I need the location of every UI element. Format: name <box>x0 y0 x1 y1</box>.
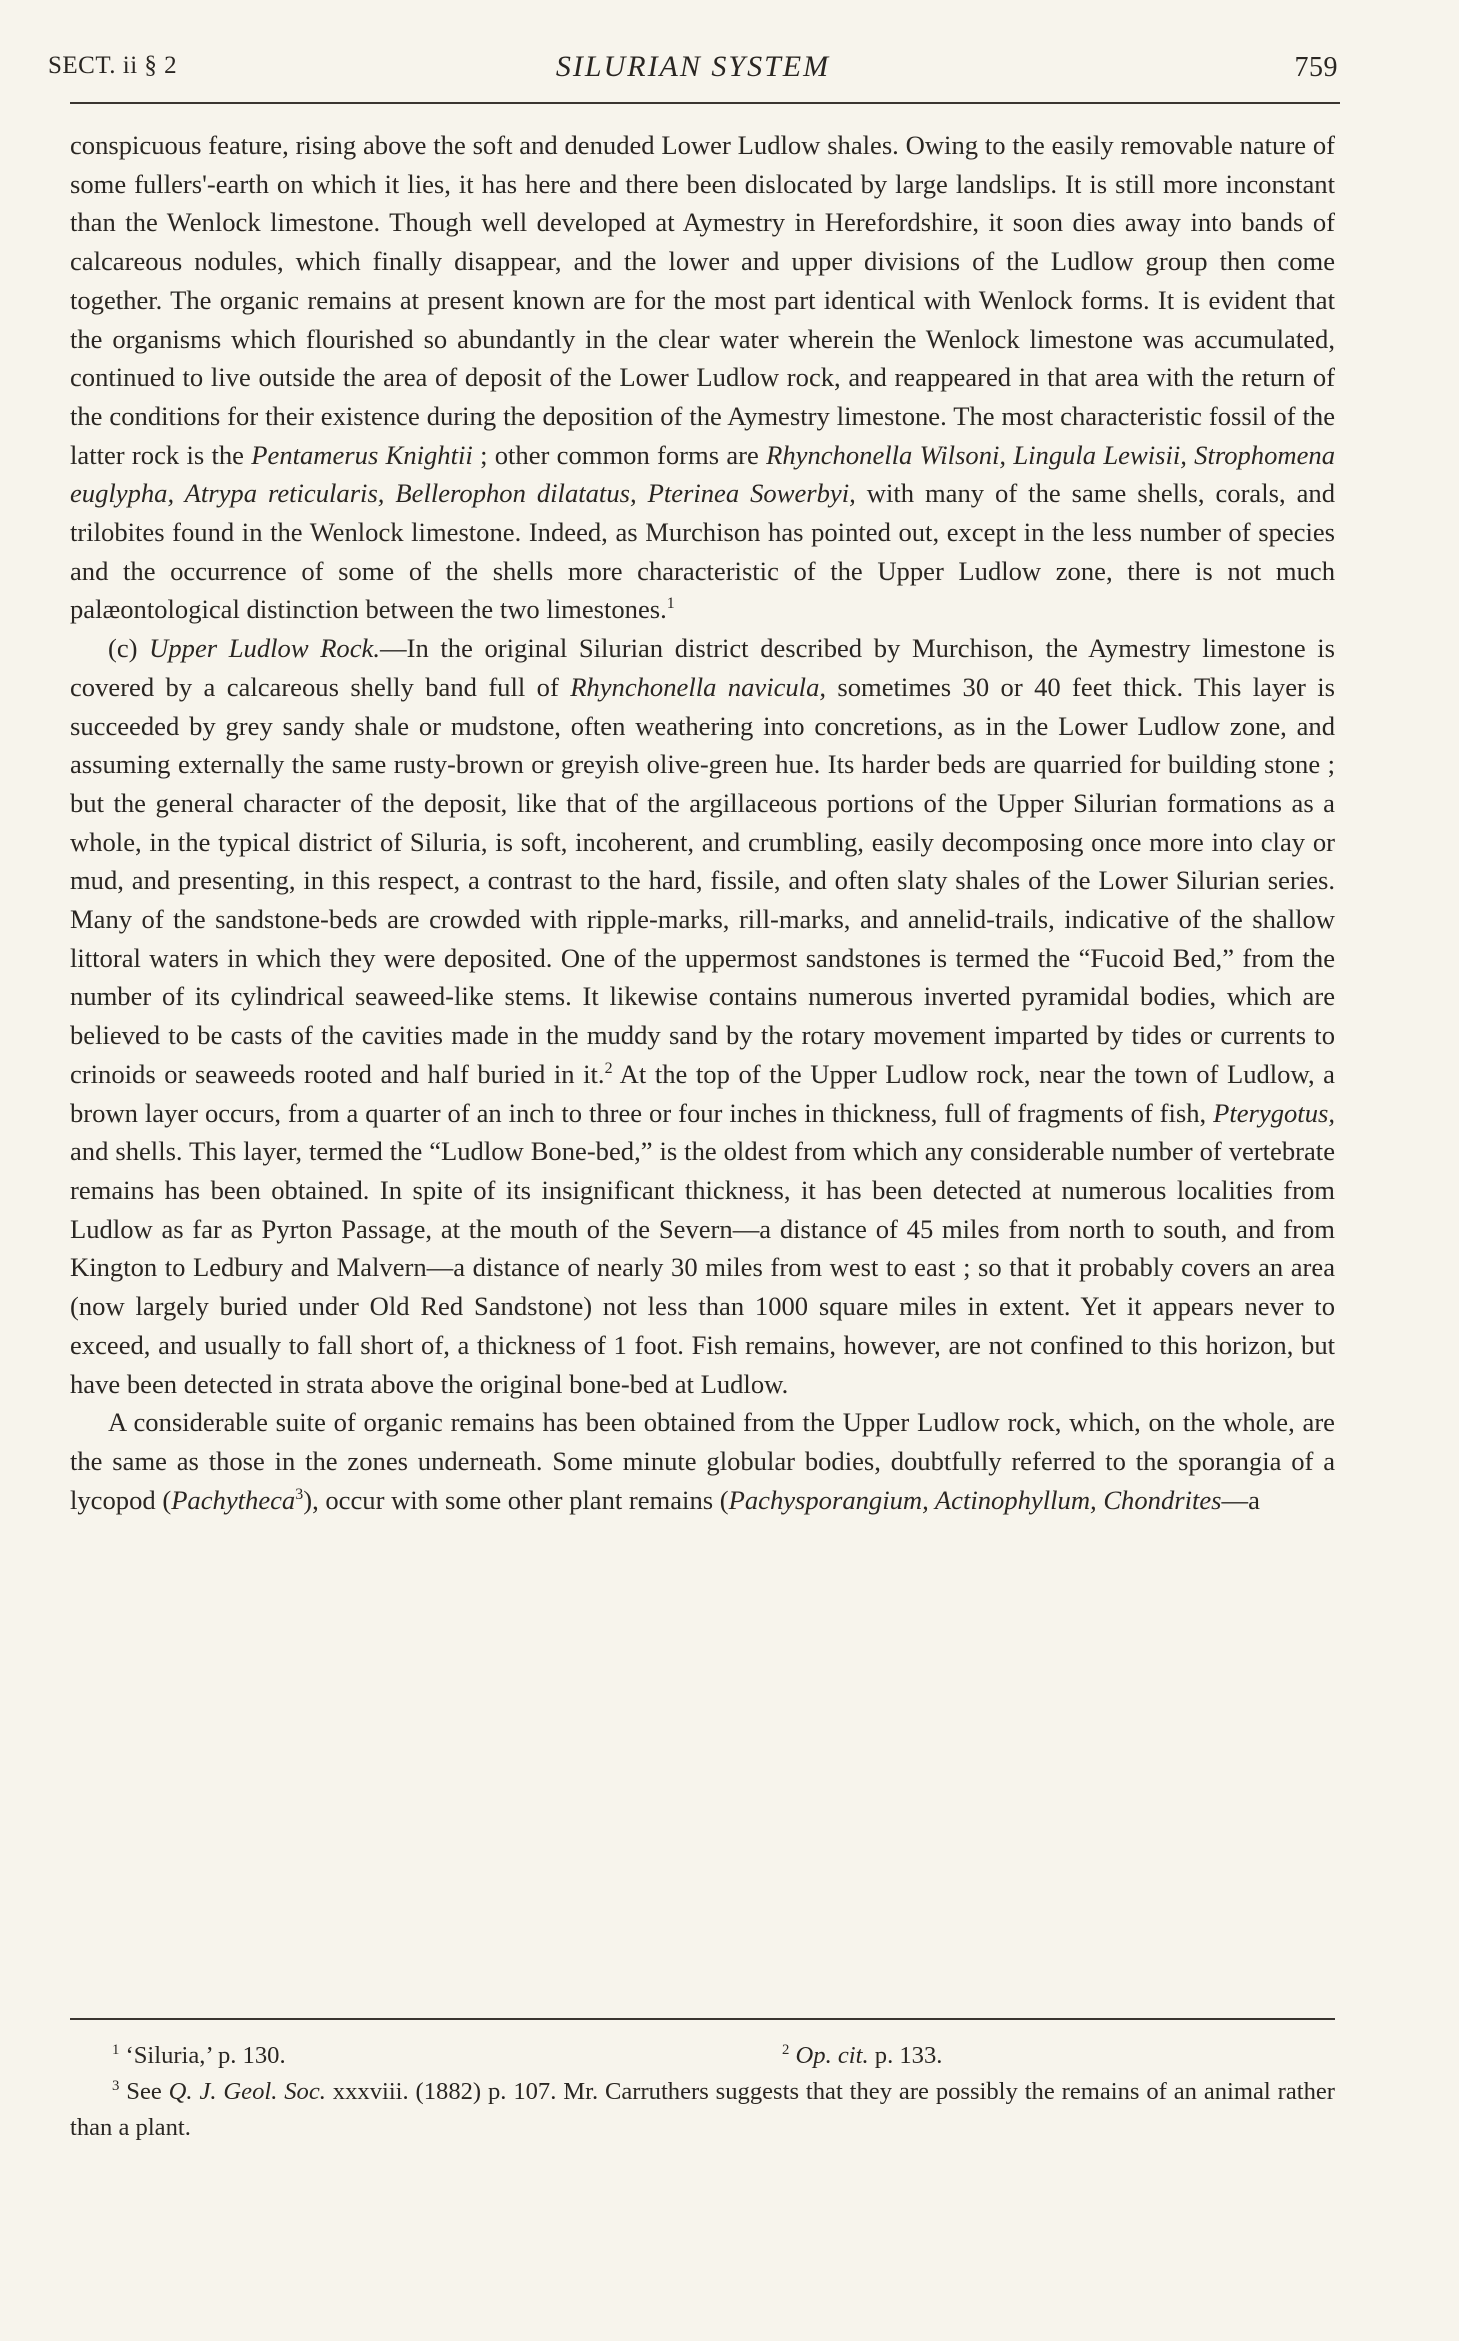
header-rule <box>70 102 1340 104</box>
section-label: SECT. ii § 2 <box>48 52 178 79</box>
running-header <box>48 48 1338 92</box>
body-text <box>70 126 1335 1519</box>
footnote-row <box>70 2038 1335 2074</box>
paragraph-organic-remains: A considerable suite of organic remains has been obtained from the Upper Ludlow rock, which, on the whole, are the same as those in the zones underneath. Some minute globular bodies, doubtfully referred to the sporangia of a lycopod (Pachytheca$^3$), occur with some other plant remains (Pachysporangium, Actinophyllum, Chondrites—a <box>70 1407 1335 1515</box>
footnote-2: $^2$ Op. cit. p. 133. <box>782 2041 943 2069</box>
section-heading: Upper Ludlow Rock. <box>149 633 380 664</box>
footnote-3: $^3$ See Q. J. Geol. Soc. xxxviii. (1882) p. 107. Mr. Carruthers suggests that they are possibly the remains of an animal rather than a plant. <box>70 2077 1335 2141</box>
footnotes <box>70 2038 1335 2146</box>
footnote-ref-1: 1 <box>666 595 675 613</box>
paragraph-aymestry: conspicuous feature, rising above the soft and denuded Lower Ludlow shales. Owing to the easily removable nature of some fullers'-earth on which it lies, it has here and there been dislocated by large landslips. It is still more inconstant than the Wenlock limestone. Though well developed at Aymestry in Herefordshire, it soon dies away into bands of calcareous nodules, which finally disappear, and the lower and upper divisions of the Ludlow group then come together. The organic remains at present known are for the most part identical with Wenlock forms. It is evident that the organisms which flourished so abundantly in the clear water wherein the Wenlock limestone was accumulated, continued to live outside the area of deposit of the Lower Ludlow rock, and reappeared in that area with the return of the conditions for their existence during the deposition of the Aymestry limestone. The most characteristic fossil of the latter rock is the Pentamerus Knightii ; other common forms are Rhynchonella Wilsoni, Lingula Lewisii, Strophomena euglypha, Atrypa reticularis, Bellerophon dilatatus, Pterinea Sowerbyi, with many of the same shells, corals, and trilobites found in the Wenlock limestone. Indeed, as Murchison has pointed out, except in the less number of species and the occurrence of some of the shells more characteristic of the Upper Ludlow zone, there is not much palæontological distinction between the two limestones.$^1$ <box>70 130 1336 625</box>
page-number: 759 <box>1294 52 1338 83</box>
footnote-rule <box>70 2018 1335 2020</box>
footnote-ref-2: 2 <box>604 1060 613 1078</box>
paragraph-upper-ludlow: (c) Upper Ludlow Rock.—In the original Silurian district described by Murchison, the Aymestry limestone is covered by a calcareous shelly band full of Rhynchonella navicula, sometimes 30 or 40 feet thick. This layer is succeeded by grey sandy shale or mudstone, often weathering into concretions, as in the Lower Ludlow zone, and assuming externally the same rusty-brown or greyish olive-green hue. Its harder beds are quarried for building stone ; but the general character of the deposit, like that of the argillaceous portions of the Upper Silurian formations as a whole, in the typical district of Siluria, is soft, incoherent, and crumbling, easily decomposing once more into clay or mud, and presenting, in this respect, a contrast to the hard, fissile, and often slaty shales of the Lower Silurian series. Many of the sandstone-beds are crowded with ripple-marks, rill-marks, and annelid-trails, indicative of the shallow littoral waters in which they were deposited. One of the uppermost sandstones is termed the “Fucoid Bed,” from the number of its cylindrical seaweed-like stems. It likewise contains numerous inverted pyramidal bodies, which are believed to be casts of the cavities made in the muddy sand by the rotary movement imparted by tides or currents to crinoids or seaweeds rooted and half buried in it.$^2$ At the top of the Upper Ludlow rock, near the town of Ludlow, a brown layer occurs, from a quarter of an inch to three or four inches in thickness, full of fragments of fish, Pterygotus, and shells. This layer, termed the “Ludlow Bone-bed,” is the oldest from which any considerable number of vertebrate remains has been obtained. In spite of its insignificant thickness, it has been detected at numerous localities from Ludlow as far as Pyrton Passage, at the mouth of the Severn—a distance of 45 miles from north to south, and from Kington to Ledbury and Malvern—a distance of nearly 30 miles from west to east ; so that it probably covers an area (now largely buried under Old Red Sandstone) not less than 1000 square miles in extent. Yet it appears never to exceed, and usually to fall short of, a thickness of 1 foot. Fish remains, however, are not confined to this horizon, but have been detected in strata above the original bone-bed at Ludlow. <box>70 633 1335 1399</box>
footnote-1: $^1$ ‘Siluria,’ p. 130. <box>112 2041 286 2069</box>
footnote-ref-3: 3 <box>295 1485 304 1503</box>
running-title: SILURIAN SYSTEM <box>555 50 831 83</box>
